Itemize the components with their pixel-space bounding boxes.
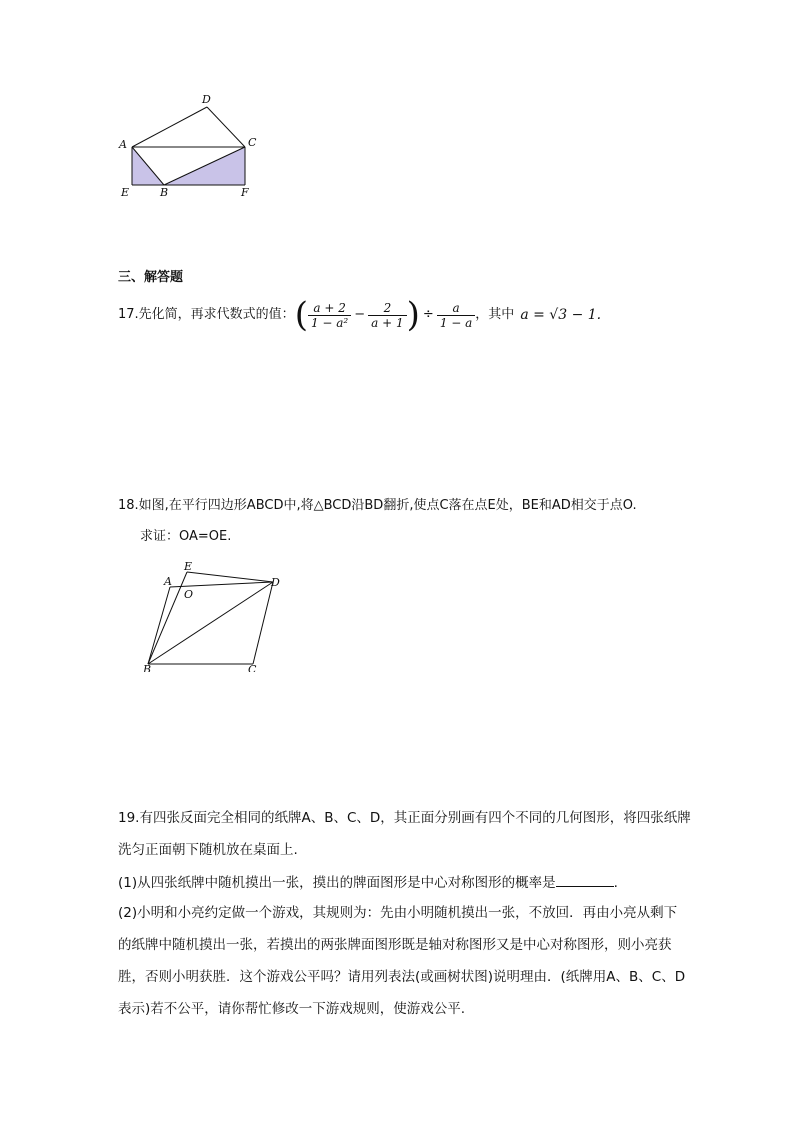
right-paren-icon: ) (406, 295, 420, 335)
label-C: C (248, 136, 257, 149)
label-B: B (143, 663, 152, 672)
label-A: A (164, 575, 172, 588)
question-19-line-1: 19.有四张反面完全相同的纸牌A、B、C、D，其正面分别画有四个不同的几何图形，将四张纸牌 (118, 810, 691, 826)
question-19-line-6: 胜，否则小明获胜．这个游戏公平吗？请用列表法(或画树状图)说明理由．(纸牌用A、B、C、D (118, 969, 686, 985)
q17-fraction-3: $\frac{a}{1 - a}$ (437, 301, 475, 330)
label-F: F (241, 186, 249, 199)
figure-1-geometry (112, 88, 272, 203)
label-E: E (184, 560, 193, 573)
question-19-line-2: 洗匀正面朝下随机放在桌面上. (118, 842, 298, 858)
q17-prefix: 17.先化简，再求代数式的值： (118, 307, 295, 322)
question-19-line-3 (118, 872, 618, 892)
q17-fraction-1: $\frac{a + 2}{\text{1 − a²}}$ (308, 301, 351, 330)
q17-fraction-2: $\frac{2}{a + 1}$ (368, 301, 406, 330)
left-paren-icon: ( (294, 295, 308, 335)
question-19-line-7: 表示)若不公平，请你帮忙修改一下游戏规则，使游戏公平. (118, 1001, 466, 1017)
q19-part1-end: . (613, 875, 618, 891)
question-19-line-5: 的纸牌中随机摸出一张，若摸出的两张牌面图形既是轴对称图形又是中心对称图形，则小亮获 (118, 937, 672, 953)
q17-minus: − (354, 307, 366, 322)
label-C: C (248, 663, 257, 672)
q17-div: ÷ (422, 307, 434, 322)
label-E: E (121, 186, 130, 199)
q17-value: a = √3 − 1. (520, 307, 602, 323)
label-O: O (184, 588, 194, 601)
label-D: D (202, 93, 211, 106)
q19-part1-text: (1)从四张纸牌中随机摸出一张，摸出的牌面图形是中心对称图形的概率是 (118, 875, 556, 891)
section-heading: 三、解答题 (118, 270, 184, 285)
label-A: A (119, 138, 127, 151)
question-18-line-2: 求证：OA=OE. (140, 529, 232, 544)
label-D: D (271, 576, 280, 589)
question-19-line-4: (2)小明和小亮约定做一个游戏，其规则为：先由小明随机摸出一张，不放回．再由小亮从剩下 (118, 905, 678, 921)
question-18-line-1: 18.如图,在平行四边形ABCD中,将△BCD沿BD翻折,使点C落在点E处，BE和AD相交于点O. (118, 498, 637, 513)
q17-mid: ，其中 (475, 307, 515, 322)
question-17 (118, 297, 601, 333)
label-B: B (160, 186, 169, 199)
figure-2-parallelogram (140, 560, 300, 672)
answer-blank[interactable] (556, 872, 614, 887)
